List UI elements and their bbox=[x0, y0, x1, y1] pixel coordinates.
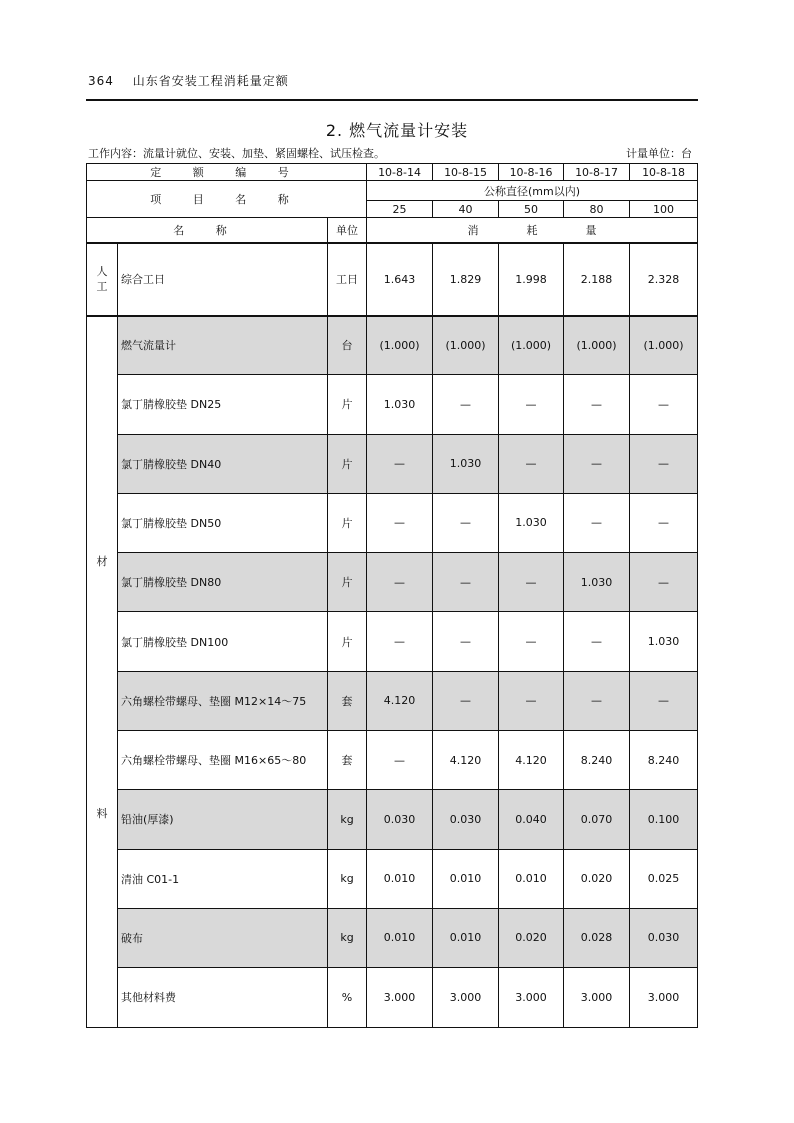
material-group-label bbox=[87, 316, 118, 1028]
item-value: 0.010 bbox=[499, 849, 564, 908]
item-name-header: 项 目 名 称 bbox=[87, 181, 367, 218]
material-row bbox=[87, 849, 698, 908]
diameter-value: 100 bbox=[630, 201, 698, 218]
item-value: (1.000) bbox=[367, 316, 433, 375]
item-value: 4.120 bbox=[367, 671, 433, 730]
material-row bbox=[87, 553, 698, 612]
item-unit: 片 bbox=[328, 493, 367, 552]
material-row bbox=[87, 908, 698, 967]
book-title: 山东省安装工程消耗量定额 bbox=[132, 74, 289, 88]
item-value: — bbox=[499, 434, 564, 493]
diameter-value: 50 bbox=[499, 201, 564, 218]
consumption-header bbox=[367, 218, 698, 243]
diameter-value: 40 bbox=[433, 201, 499, 218]
item-value: 1.030 bbox=[499, 493, 564, 552]
item-value: 0.025 bbox=[630, 849, 698, 908]
quota-code: 10-8-15 bbox=[433, 164, 499, 181]
item-value: — bbox=[630, 375, 698, 434]
quota-no-header: 定 额 编 号 bbox=[87, 164, 367, 181]
name-header: 名 称 bbox=[87, 218, 328, 243]
item-unit: kg bbox=[328, 908, 367, 967]
item-value: — bbox=[499, 612, 564, 671]
diameter-header: 公称直径(mm以内) bbox=[367, 181, 698, 201]
item-value: 3.000 bbox=[367, 968, 433, 1027]
item-value: 0.010 bbox=[367, 849, 433, 908]
labor-row bbox=[87, 243, 698, 316]
item-value: 0.010 bbox=[433, 908, 499, 967]
item-unit: kg bbox=[328, 790, 367, 849]
item-value: — bbox=[367, 493, 433, 552]
measure-unit: 计量单位：台 bbox=[626, 147, 692, 160]
item-name: 六角螺栓带螺母、垫圈 M12×14～75 bbox=[118, 671, 328, 730]
item-value: — bbox=[564, 375, 630, 434]
item-value: 4.120 bbox=[499, 730, 564, 789]
item-name: 破布 bbox=[118, 908, 328, 967]
material-row bbox=[87, 375, 698, 434]
group-char: 工 bbox=[96, 280, 108, 293]
item-unit: 套 bbox=[328, 730, 367, 789]
item-value: 3.000 bbox=[564, 968, 630, 1027]
item-unit: 套 bbox=[328, 671, 367, 730]
quota-code: 10-8-16 bbox=[499, 164, 564, 181]
item-name: 其他材料费 bbox=[118, 968, 328, 1027]
item-name: 氯丁腈橡胶垫 DN50 bbox=[118, 493, 328, 552]
item-unit: 片 bbox=[328, 375, 367, 434]
item-value: 2.188 bbox=[564, 243, 630, 316]
item-name: 氯丁腈橡胶垫 DN25 bbox=[118, 375, 328, 434]
item-value: 0.030 bbox=[433, 790, 499, 849]
item-value: 0.010 bbox=[433, 849, 499, 908]
item-value: 3.000 bbox=[499, 968, 564, 1027]
quota-code: 10-8-18 bbox=[630, 164, 698, 181]
item-name: 氯丁腈橡胶垫 DN100 bbox=[118, 612, 328, 671]
header-row-quota-no bbox=[87, 164, 698, 181]
item-value: — bbox=[367, 730, 433, 789]
item-value: — bbox=[630, 553, 698, 612]
item-value: 0.010 bbox=[367, 908, 433, 967]
item-value: 1.643 bbox=[367, 243, 433, 316]
item-value: (1.000) bbox=[433, 316, 499, 375]
item-value: — bbox=[564, 671, 630, 730]
item-value: 1.030 bbox=[433, 434, 499, 493]
group-char: 材 bbox=[96, 554, 108, 568]
item-name: 综合工日 bbox=[118, 243, 328, 316]
item-unit: kg bbox=[328, 849, 367, 908]
material-row bbox=[87, 316, 698, 375]
diameter-value: 80 bbox=[564, 201, 630, 218]
material-row bbox=[87, 730, 698, 789]
item-unit: 片 bbox=[328, 553, 367, 612]
work-content-line bbox=[88, 145, 692, 161]
item-value: 3.000 bbox=[630, 968, 698, 1027]
item-value: — bbox=[630, 493, 698, 552]
item-value: — bbox=[433, 553, 499, 612]
labor-group-label bbox=[87, 243, 118, 316]
header-rule bbox=[86, 99, 698, 101]
item-value: — bbox=[433, 375, 499, 434]
item-unit: % bbox=[328, 968, 367, 1027]
item-value: 0.020 bbox=[564, 849, 630, 908]
page-number: 364 bbox=[88, 74, 114, 88]
item-name: 铅油(厚漆) bbox=[118, 790, 328, 849]
item-unit: 片 bbox=[328, 612, 367, 671]
item-value: 1.030 bbox=[367, 375, 433, 434]
item-value: — bbox=[367, 553, 433, 612]
item-name: 六角螺栓带螺母、垫圈 M16×65～80 bbox=[118, 730, 328, 789]
item-value: 8.240 bbox=[564, 730, 630, 789]
item-name: 氯丁腈橡胶垫 DN80 bbox=[118, 553, 328, 612]
group-char: 人 bbox=[96, 265, 108, 278]
material-row bbox=[87, 968, 698, 1027]
item-value: — bbox=[499, 671, 564, 730]
material-row bbox=[87, 790, 698, 849]
material-row bbox=[87, 612, 698, 671]
item-unit: 台 bbox=[328, 316, 367, 375]
quota-code: 10-8-17 bbox=[564, 164, 630, 181]
section-title: 2. 燃气流量计安装 bbox=[325, 121, 469, 140]
item-value: 1.030 bbox=[564, 553, 630, 612]
quota-code: 10-8-14 bbox=[367, 164, 433, 181]
item-value: — bbox=[630, 434, 698, 493]
item-value: — bbox=[564, 434, 630, 493]
item-value: (1.000) bbox=[564, 316, 630, 375]
item-value: 1.829 bbox=[433, 243, 499, 316]
item-value: 0.030 bbox=[630, 908, 698, 967]
item-value: — bbox=[433, 612, 499, 671]
item-value: — bbox=[499, 553, 564, 612]
item-value: (1.000) bbox=[630, 316, 698, 375]
item-value: 0.020 bbox=[499, 908, 564, 967]
item-value: 4.120 bbox=[433, 730, 499, 789]
item-unit: 片 bbox=[328, 434, 367, 493]
item-value: 0.100 bbox=[630, 790, 698, 849]
item-value: — bbox=[630, 671, 698, 730]
item-value: 0.040 bbox=[499, 790, 564, 849]
item-value: — bbox=[367, 434, 433, 493]
item-value: — bbox=[499, 375, 564, 434]
material-row bbox=[87, 493, 698, 552]
unit-header: 单位 bbox=[328, 218, 367, 243]
material-row bbox=[87, 434, 698, 493]
item-value: — bbox=[564, 612, 630, 671]
item-value: 0.028 bbox=[564, 908, 630, 967]
item-name: 氯丁腈橡胶垫 DN40 bbox=[118, 434, 328, 493]
consumption-char: 量 bbox=[585, 223, 597, 237]
item-value: 1.998 bbox=[499, 243, 564, 316]
quota-table bbox=[86, 163, 698, 1028]
item-value: 8.240 bbox=[630, 730, 698, 789]
material-row bbox=[87, 671, 698, 730]
item-value: 0.030 bbox=[367, 790, 433, 849]
item-value: — bbox=[564, 493, 630, 552]
diameter-value: 25 bbox=[367, 201, 433, 218]
item-value: — bbox=[433, 671, 499, 730]
item-value: 0.070 bbox=[564, 790, 630, 849]
item-value: — bbox=[367, 612, 433, 671]
consumption-char: 消 bbox=[467, 223, 479, 237]
item-value: — bbox=[433, 493, 499, 552]
item-name: 燃气流量计 bbox=[118, 316, 328, 375]
header-row-item bbox=[87, 181, 698, 201]
item-value: 1.030 bbox=[630, 612, 698, 671]
consumption-char: 耗 bbox=[526, 223, 538, 237]
item-value: 2.328 bbox=[630, 243, 698, 316]
item-unit: 工日 bbox=[328, 243, 367, 316]
work-content: 工作内容：流量计就位、安装、加垫、紧固螺栓、试压检查。 bbox=[88, 147, 385, 160]
item-value: (1.000) bbox=[499, 316, 564, 375]
item-name: 清油 C01-1 bbox=[118, 849, 328, 908]
header-row-columns bbox=[87, 218, 698, 243]
group-char: 料 bbox=[96, 806, 108, 820]
running-head bbox=[88, 72, 698, 89]
item-value: 3.000 bbox=[433, 968, 499, 1027]
